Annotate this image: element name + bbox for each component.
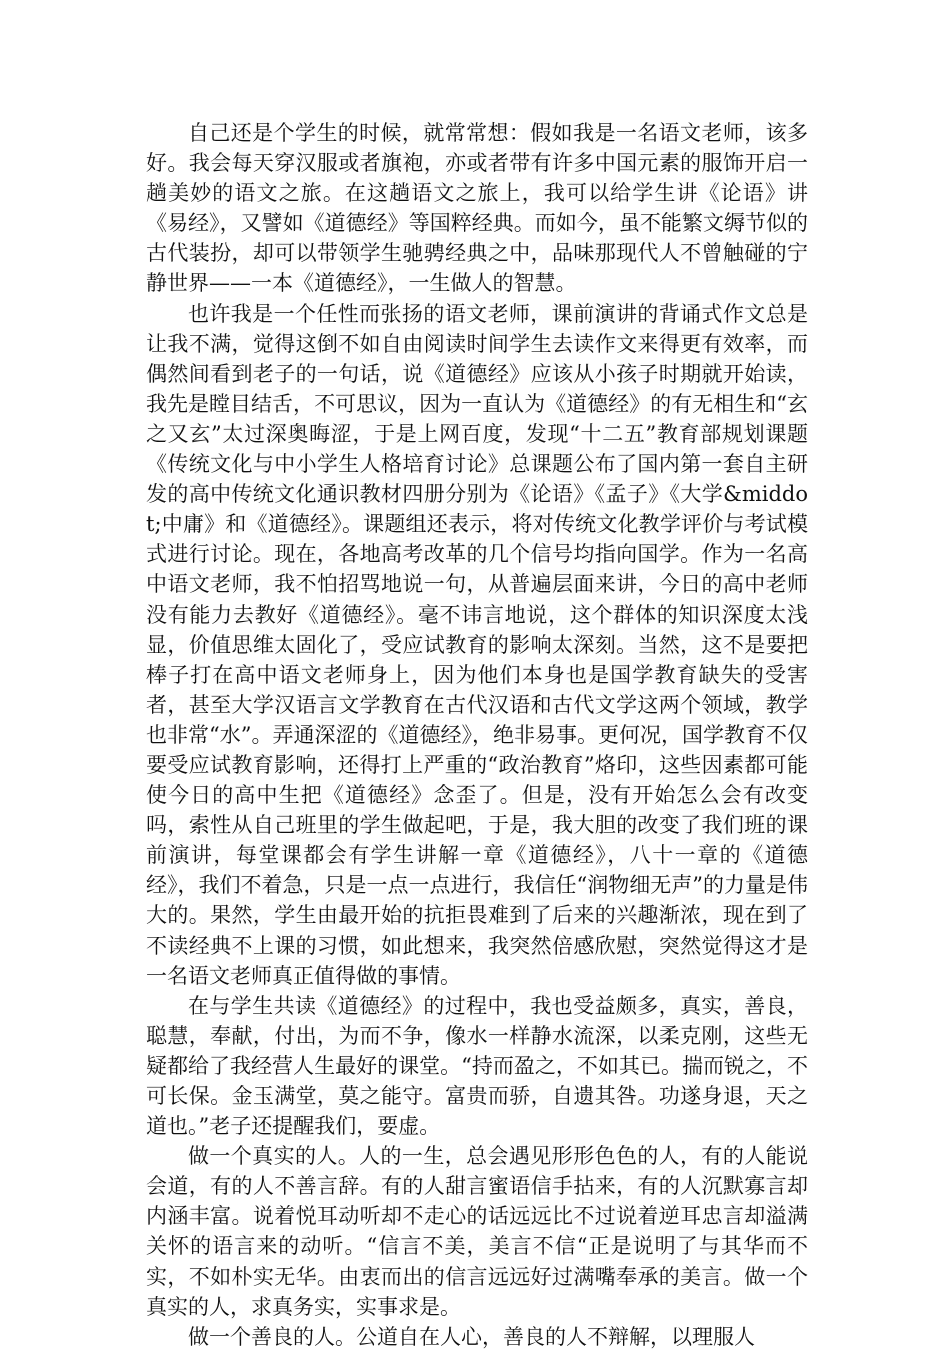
- paragraph-2: 也许我是一个任性而张扬的语文老师，课前演讲的背诵式作文总是让我不满，觉得这倒不如自由阅读时间学生去读作文来得更有效率，而偶然间看到老子的一句话，说《道德经》应该从小孩子时期就开始读，我先是瞠目结舌，不可思议，因为一直认为《道德经》的有无相生和“玄之又玄”太过深奥晦涩，于是上网百度，发现“十二五”教育部规划课题《传统文化与中小学生人格培育讨论》总课题公布了国内第一套自主研发的高中传统文化通识教材四册分别为《论语》《孟子》《大学&middot;中庸》和《道德经》。课题组还表示，将对传统文化教学评价与考试模式进行讨论。现在，各地高考改革的几个信号均指向国学。作为一名高中语文老师，我不怕招骂地说一句，从普遍层面来讲，今日的高中老师没有能力去教好《道德经》。毫不讳言地说，这个群体的知识深度太浅显，价值思维太固化了，受应试教育的影响太深刻。当然，这不是要把棒子打在高中语文老师身上，因为他们本身也是国学教育缺失的受害者，甚至大学汉语言文学教育在古代汉语和古代文学这两个领域，教学也非常“水”。弄通深涩的《道德经》，绝非易事。更何况，国学教育不仅要受应试教育影响，还得打上严重的“政治教育”烙印，这些因素都可能使今日的高中生把《道德经》念歪了。但是，没有开始怎么会有改变吗，索性从自己班里的学生做起吧，于是，我大胆的改变了我们班的课前演讲，每堂课都会有学生讲解一章《道德经》，八十一章的《道德经》，我们不着急，只是一点一点进行，我信任“润物细无声”的力量是伟大的。果然，学生由最开始的抗拒畏难到了后来的兴趣渐浓，现在到了不读经典不上课的习惯，如此想来，我突然倍感欣慰，突然觉得这才是一名语文老师真正值得做的事情。: [146, 301, 808, 988]
- paragraph-5: 做一个善良的人。公道自在人心，善良的人不辩解，以理服人: [188, 1324, 755, 1349]
- paragraph-3: 在与学生共读《道德经》的过程中，我也受益颇多，真实，善良，聪慧，奉献，付出，为而不争，像水一样静水流深，以柔克刚，这些无疑都给了我经营人生最好的课堂。“持而盈之，不如其已。揣而锐之，不可长保。金玉满堂，莫之能守。富贵而骄，自遗其咎。功遂身退，天之道也。”老子还提醒我们，要虚。: [146, 993, 808, 1139]
- paragraph-4: 做一个真实的人。人的一生，总会遇见形形色色的人，有的人能说会道，有的人不善言辞。有的人甜言蜜语信手拈来，有的人沉默寡言却内涵丰富。说着悦耳动听却不走心的话远远比不过说着逆耳忠言却溢满关怀的语言来的动听。“信言不美，美言不信“正是说明了与其华而不实，不如朴实无华。由衷而出的信言远远好过满嘴奉承的美言。做一个真实的人，求真务实，实事求是。: [146, 1144, 808, 1319]
- paragraph-1: 自己还是个学生的时候，就常常想：假如我是一名语文老师，该多好。我会每天穿汉服或者旗袍，亦或者带有许多中国元素的服饰开启一趟美妙的语文之旅。在这趟语文之旅上，我可以给学生讲《论语》讲《易经》，又譬如《道德经》等国粹经典。而如今，虽不能繁文缛节似的古代装扮，却可以带领学生驰骋经典之中，品味那现代人不曾触碰的宁静世界——一本《道德经》，一生做人的智慧。: [146, 121, 808, 296]
- document-body: [146, 118, 808, 1352]
